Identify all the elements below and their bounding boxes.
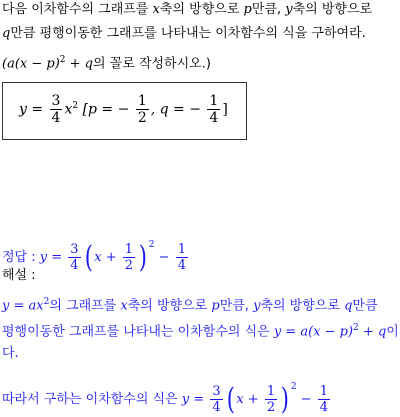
math-inner: x +: [236, 392, 263, 407]
fraction: [123, 243, 135, 272]
math-form: + q: [65, 56, 93, 72]
explanation-text: 다.: [2, 346, 19, 361]
explanation-text: 축의 방향으로: [260, 298, 345, 314]
math-lhs: y =: [181, 392, 209, 407]
explanation-line-2: [2, 318, 399, 342]
explanation-line-4: [2, 370, 332, 417]
math-inner: x +: [94, 250, 121, 265]
fraction: [176, 243, 188, 272]
math-var-x: x: [152, 2, 160, 17]
answer-label: 정답 :: [2, 250, 40, 265]
paren-open: (: [84, 239, 93, 275]
minus-sign: −: [296, 392, 316, 407]
exponent: 2: [43, 297, 50, 307]
fraction: [265, 385, 277, 414]
exponent: 2: [290, 382, 297, 392]
math-var-q: q: [2, 26, 11, 41]
fraction-num: 1: [319, 384, 328, 399]
explanation-text: 축의 방향으로: [127, 298, 212, 314]
paren-close: ): [280, 381, 290, 417]
paren-open: (: [226, 381, 235, 417]
exponent: 2: [353, 323, 359, 333]
explanation-text: 만큼: [352, 298, 378, 314]
fraction-den: 4: [177, 258, 186, 273]
fraction: [50, 94, 63, 125]
math-var-y: y: [253, 298, 261, 314]
exponent: 2: [72, 100, 79, 111]
fraction: [68, 243, 80, 272]
math-var-y: y: [285, 2, 293, 17]
fraction-den: 4: [212, 400, 221, 415]
fraction-num: 1: [177, 242, 186, 257]
fraction: [207, 94, 220, 125]
question-text: 축의 방향으로: [159, 2, 244, 17]
bracket: ]: [222, 101, 228, 118]
explanation-text: 따라서 구하는 이차함수의 식은: [2, 392, 182, 407]
fraction-num: 1: [124, 242, 134, 257]
math-lhs: y =: [19, 101, 48, 118]
given-expression: [19, 94, 228, 125]
explanation-text: 만큼,: [219, 298, 254, 314]
math-var-x: x: [120, 298, 128, 314]
fraction-num: 1: [266, 384, 276, 399]
explanation-text: 평행이동한 그래프를 나타내는 이차함수의 식은: [2, 324, 274, 340]
explanation-line-1: [2, 292, 378, 316]
fraction-den: 4: [319, 400, 328, 415]
exponent: 2: [59, 55, 66, 65]
fraction-den: 2: [137, 110, 147, 126]
explanation-text: 이: [386, 324, 399, 340]
math-var-q: q: [344, 298, 353, 314]
exponent: 2: [148, 240, 155, 250]
explanation-text: 의 그래프를: [49, 298, 121, 314]
math-eq: y = ax: [2, 298, 44, 314]
given-expression-box: [2, 82, 247, 140]
question-line-1: [2, 0, 372, 20]
fraction-den: 4: [70, 258, 79, 273]
math-var-x: x: [64, 101, 73, 118]
fraction-num: 3: [70, 242, 79, 257]
math-eq: + q: [358, 324, 387, 340]
param-q: , q = −: [150, 101, 206, 118]
explanation-label: 해설 :: [2, 268, 36, 283]
fraction-num: 1: [137, 93, 147, 109]
fraction-num: 3: [212, 384, 221, 399]
math-eq: y = a(x − p): [273, 324, 354, 340]
fraction-den: 4: [51, 110, 61, 126]
param-p: [p = −: [82, 101, 134, 118]
minus-sign: −: [154, 250, 174, 265]
fraction: [318, 385, 330, 414]
math-lhs: y =: [39, 250, 67, 265]
question-text: 만큼 평행이동한 그래프를 나타내는 이차함수의 식을 구하여라.: [10, 26, 366, 41]
fraction: [210, 385, 222, 414]
question-line-2: [2, 24, 366, 44]
explanation-line-3: [2, 344, 19, 364]
fraction-num: 3: [51, 93, 61, 109]
fraction-num: 1: [209, 93, 219, 109]
math-var-p: p: [211, 298, 220, 314]
fraction-den: 4: [209, 110, 219, 126]
explanation-label-line: [2, 266, 36, 286]
math-form: (a(x − p): [2, 56, 60, 72]
fraction-den: 2: [124, 258, 134, 273]
question-line-3: [2, 50, 211, 74]
fraction-den: 2: [266, 400, 276, 415]
question-text: 만큼,: [251, 2, 286, 17]
math-var-p: p: [243, 2, 252, 17]
fraction: [136, 94, 149, 125]
paren-close: ): [138, 239, 148, 275]
question-text: 다음 이차함수의 그래프를: [2, 2, 153, 17]
question-text: 축의 방향으로: [292, 2, 373, 17]
question-text: 의 꼴로 작성하시오.): [93, 56, 211, 72]
